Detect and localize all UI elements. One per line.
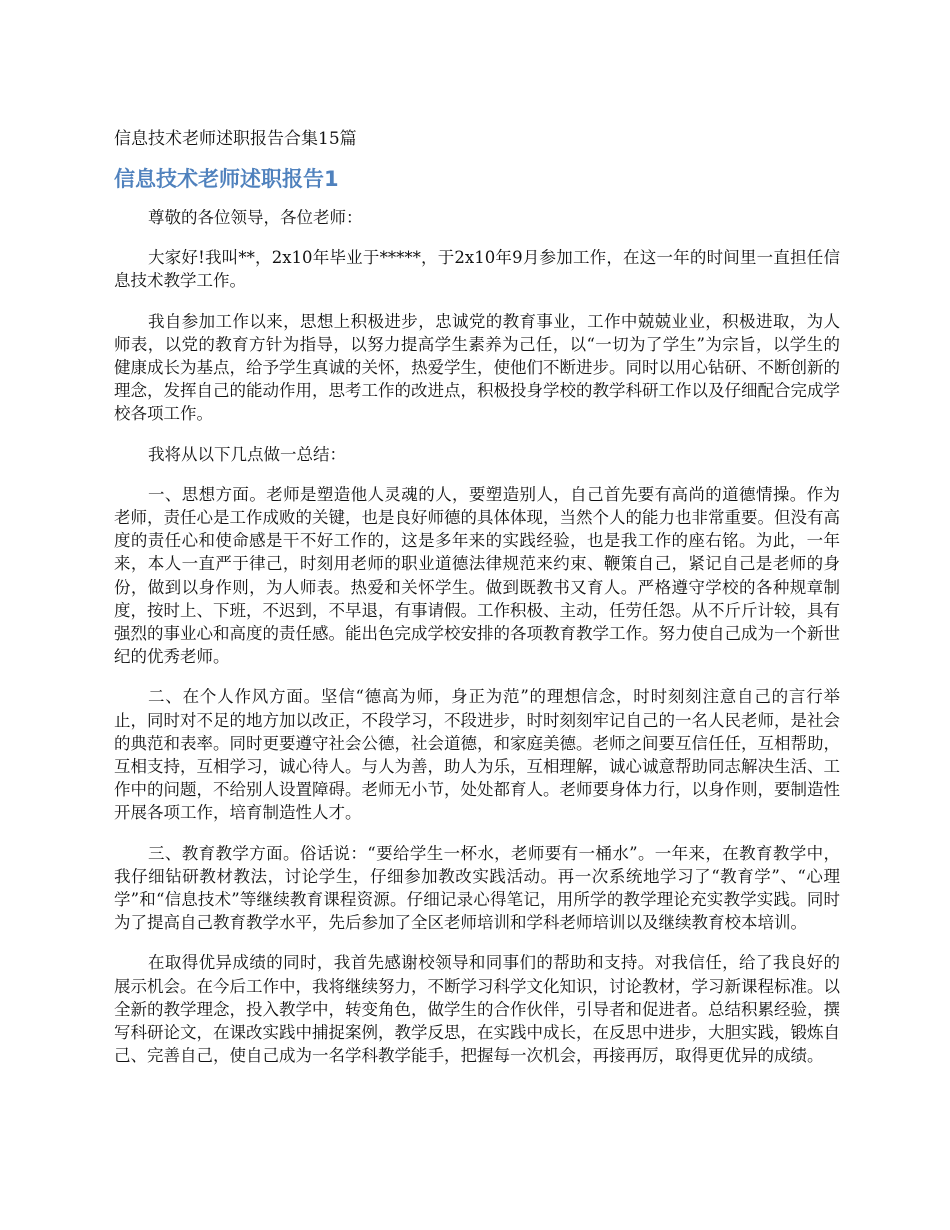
paragraph-salutation: 尊敬的各位领导，各位老师： (148, 208, 363, 227)
paragraph-summary-lead: 我将从以下几点做一总结： (148, 444, 346, 464)
paragraph-introduction: 大家好!我叫**，2x10年毕业于*****，于2x10年9月参加工作，在这一年的时间里一直担任信息技术教学工作。 (114, 248, 840, 291)
paragraph-teaching: 三、教育教学方面。俗话说：“要给学生一杯水，老师要有一桶水”。一年来，在教育教学中，我仔细钻研教材教法，讨论学生，仔细参加教改实践活动。再一次系统地学习了“教育学”、“心理学”和“信息技术”等继续教育课程资源。仔细记录心得笔记，用所学的教学理论充实教学实践。同时为了提高自己教育教学水平，先后参加了全区老师培训和学科老师培训以及继续教育校本培训。 (114, 843, 840, 933)
document-page (114, 120, 840, 1068)
paragraph-personal-conduct: 二、在个人作风方面。坚信“德高为师，身正为范”的理想信念，时时刻刻注意自己的言行举止，同时对不足的地方加以改正，不段学习，不段进步，时时刻刻牢记自己的一名人民老师，是社会的典范和表率。同时更要遵守社会公德，社会道德，和家庭美德。老师之间要互信任任，互相帮助，互相支持，互相学习，诚心待人。与人为善，助人为乐，互相理解，诚心诚意帮助同志解决生活、工作中的问题，不给别人设置障碍。老师无小节，处处都育人。老师要身体力行，以身作则，要制造性开展各项工作，培育制造性人才。 (114, 687, 840, 823)
section-heading: 信息技术老师述职报告1 (114, 167, 339, 191)
paragraph-ideology: 一、思想方面。老师是塑造他人灵魂的人，要塑造别人，自己首先要有高尚的道德情操。作为老师，责任心是工作成败的关键，也是良好师德的具体体现，当然个人的能力也非常重要。但没有高度的责任心和使命感是干不好工作的，这是多年来的实践经验，也是我工作的座右铭。为此，一年来，本人一直严于律己，时刻用老师的职业道德法律规范来约束、鞭策自己，紧记自己是老师的身份，做到以身作则，为人师表。热爱和关怀学生。做到既教书又育人。严格遵守学校的各种规章制度，按时上、下班，不迟到，不早退，有事请假。工作积极、主动，任劳任怨。从不斤斤计较，具有强烈的事业心和高度的责任感。能出色完成学校安排的各项教育教学工作。努力使自己成为一个新世纪的优秀老师。 (114, 484, 840, 667)
paragraph-conclusion: 在取得优异成绩的同时，我首先感谢校领导和同事们的帮助和支持。对我信任，给了我良好的展示机会。在今后工作中，我将继续努力，不断学习科学文化知识，讨论教材，学习新课程标准。以全新的教学理念，投入教学中，转变角色，做学生的合作伙伴，引导者和促进者。总结积累经验，撰写科研论文，在课改实践中捕捉案例，教学反思，在实践中成长，在反思中进步，大胆实践，锻炼自己、完善自己，使自己成为一名学科教学能手，把握每一次机会，再接再厉，取得更优异的成绩。 (114, 953, 840, 1066)
paragraph-overview: 我自参加工作以来，思想上积极进步，忠诚党的教育事业，工作中兢兢业业，积极进取，为人师表，以党的教育方针为指导，以努力提高学生素养为己任，以“一切为了学生”为宗旨，以学生的健康成长为基点，给予学生真诚的关怀，热爱学生，使他们不断进步。同时以用心钻研、不断创新的理念，发挥自己的能动作用，思考工作的改进点，积极投身学校的教学科研工作以及仔细配合完成学校各项工作。 (114, 311, 840, 424)
document-title: 信息技术老师述职报告合集15篇 (114, 129, 357, 149)
